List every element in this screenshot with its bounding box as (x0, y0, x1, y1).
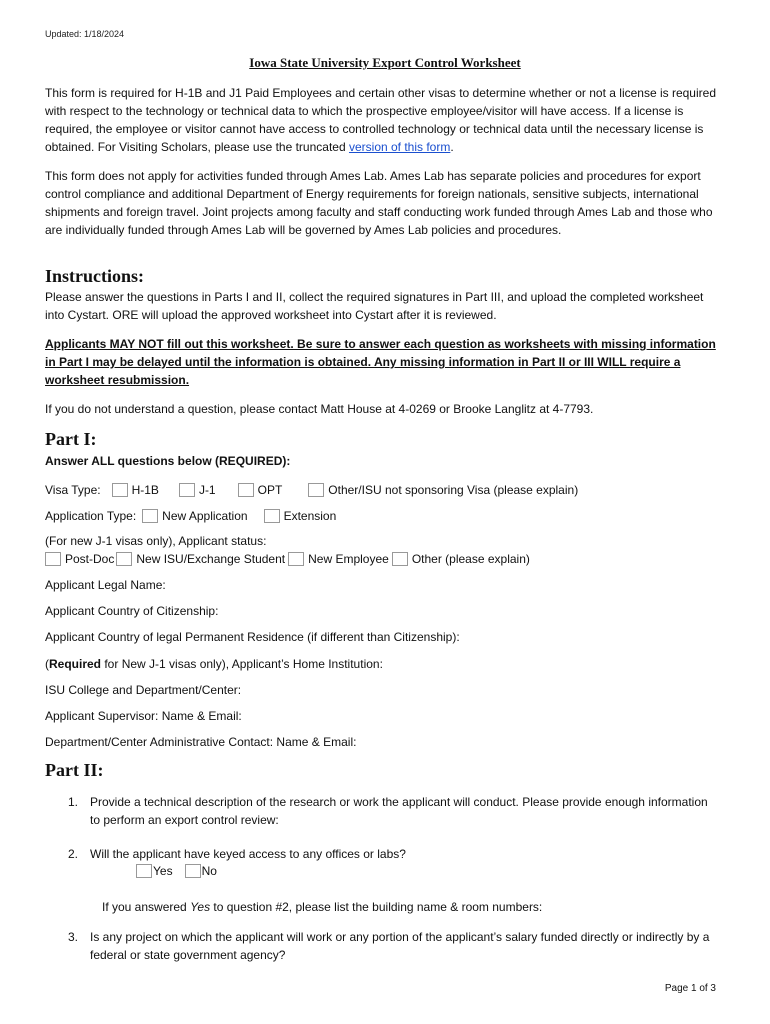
question-1 (68, 793, 718, 829)
visa-j1-checkbox[interactable] (179, 483, 195, 497)
status-other-label: Other (please explain) (411, 552, 530, 566)
visa-option-opt[interactable] (238, 481, 283, 499)
legal-name-field: Applicant Legal Name: (45, 578, 166, 592)
visa-other-label: Other/ISU not sponsoring Visa (please explain) (328, 483, 579, 497)
q2-no-label: No (201, 864, 217, 878)
q3-number: 3. (68, 930, 79, 944)
updated-date: Updated: 1/18/2024 (45, 29, 125, 39)
q2-text: Will the applicant have keyed access to any offices or labs? (90, 847, 406, 861)
applicant-status-row (45, 550, 530, 568)
supervisor-field: Applicant Supervisor: Name & Email: (45, 709, 242, 723)
status-option-employee[interactable] (288, 550, 389, 568)
visa-option-other[interactable] (308, 481, 578, 499)
status-postdoc-label: Post-Doc (65, 552, 115, 566)
visa-type-label: Visa Type: (45, 483, 101, 497)
q2-yes-checkbox[interactable] (136, 864, 152, 878)
visa-h1b-checkbox[interactable] (112, 483, 128, 497)
q2-no-checkbox[interactable] (185, 864, 201, 878)
page-number: Page 1 of 3 (664, 983, 716, 994)
home-institution-field (45, 655, 383, 673)
app-extension-checkbox[interactable] (264, 509, 280, 523)
intro-paragraph-1 (45, 84, 725, 156)
status-option-student[interactable] (116, 550, 285, 568)
page-title: Iowa State University Export Control Worksheet (249, 55, 521, 70)
home-inst-required: Required (49, 657, 102, 671)
q2-followup-em: Yes (190, 900, 211, 914)
home-inst-rest: for New J-1 visas only), Applicant’s Home Institution: (101, 657, 383, 671)
status-student-label: New ISU/Exchange Student (136, 552, 286, 566)
applicant-warning: Applicants MAY NOT fill out this worksheet. Be sure to answer each question as worksheets with missing information in Part I may be delayed until the information is obtained. Any missing information in Part II or III WILL require a worksheet resubmission. (45, 337, 716, 387)
q1-number: 1. (68, 795, 79, 809)
college-department-field: ISU College and Department/Center: (45, 683, 242, 697)
visiting-scholars-form-link[interactable]: version of this form (348, 140, 451, 154)
part2-heading: Part II: (45, 760, 104, 780)
part1-heading: Part I: (45, 429, 97, 449)
status-option-postdoc[interactable] (45, 550, 114, 568)
applicant-status-label: (For new J-1 visas only), Applicant status: (45, 534, 267, 548)
status-student-checkbox[interactable] (116, 552, 132, 566)
status-postdoc-checkbox[interactable] (45, 552, 61, 566)
q2-option-no[interactable] (185, 862, 217, 880)
q2-followup-a: If you answered (102, 900, 191, 914)
part1-subheading: Answer ALL questions below (REQUIRED): (45, 454, 291, 468)
intro-paragraph-2: This form does not apply for activities funded through Ames Lab. Ames Lab has separate policies and procedures for export control compliance and additional Department of Energy requirements for foreign nationals, sensitive subjects, international shipments and foreign travel. Joint projects among faculty and staff conducting work funded through Ames Lab and those who are individually funded through Ames Lab will be governed by Ames Lab policies and procedures. (45, 169, 713, 237)
status-employee-label: New Employee (308, 552, 389, 566)
question-3 (68, 928, 718, 964)
visa-opt-checkbox[interactable] (238, 483, 254, 497)
visa-opt-label: OPT (257, 483, 283, 497)
intro-text-1-end: . (450, 140, 454, 154)
visa-h1b-label: H-1B (131, 483, 159, 497)
status-other-checkbox[interactable] (392, 552, 408, 566)
residence-field: Applicant Country of legal Permanent Residence (if different than Citizenship): (45, 630, 460, 644)
visa-option-j1[interactable] (179, 481, 216, 499)
app-option-new[interactable] (142, 507, 247, 525)
q2-yes-label: Yes (153, 864, 173, 878)
app-extension-label: Extension (283, 509, 337, 523)
status-option-other[interactable] (392, 550, 530, 568)
q1-text: Provide a technical description of the research or work the applicant will conduct. Please provide enough information to perform an export control review: (90, 795, 708, 827)
visa-other-checkbox[interactable] (308, 483, 324, 497)
visa-option-h1b[interactable] (112, 481, 159, 499)
q2-number: 2. (68, 847, 79, 861)
q2-option-yes[interactable] (136, 862, 173, 880)
intro-text-1: This form is required for H-1B and J1 Paid Employees and certain other visas to determine whether or not a license is required with respect to the technology or technical data to which the prospective employee/visitor will have access. If a license is required, the employee or visitor cannot have access to controlled technology or technical data until the necessary license is obtained. For Visiting Scholars, please use the truncated (45, 86, 716, 154)
status-employee-checkbox[interactable] (288, 552, 304, 566)
app-new-checkbox[interactable] (142, 509, 158, 523)
app-option-extension[interactable] (264, 507, 337, 525)
home-inst-open: ( (45, 657, 49, 671)
visa-type-row (45, 481, 578, 499)
application-type-label: Application Type: (45, 509, 137, 523)
question-2 (68, 845, 718, 863)
citizenship-field: Applicant Country of Citizenship: (45, 604, 219, 618)
contact-info: If you do not understand a question, please contact Matt House at 4-0269 or Brooke Langlitz at 4-7793. (45, 402, 594, 416)
q2-followup-b: to question #2, please list the building name & room numbers: (210, 900, 543, 914)
app-new-label: New Application (162, 509, 248, 523)
q2-followup (102, 898, 542, 916)
instructions-paragraph: Please answer the questions in Parts I and II, collect the required signatures in Part III, and upload the completed worksheet into Cystart. ORE will upload the approved worksheet into Cystart after it is reviewed. (45, 290, 704, 322)
visa-j1-label: J-1 (198, 483, 216, 497)
application-type-row (45, 507, 336, 525)
instructions-heading: Instructions: (45, 266, 145, 286)
q2-answer-row (136, 862, 217, 880)
q3-text: Is any project on which the applicant will work or any portion of the applicant’s salary funded directly or indirectly by a federal or state government agency? (90, 930, 710, 962)
admin-contact-field: Department/Center Administrative Contact: Name & Email: (45, 735, 357, 749)
